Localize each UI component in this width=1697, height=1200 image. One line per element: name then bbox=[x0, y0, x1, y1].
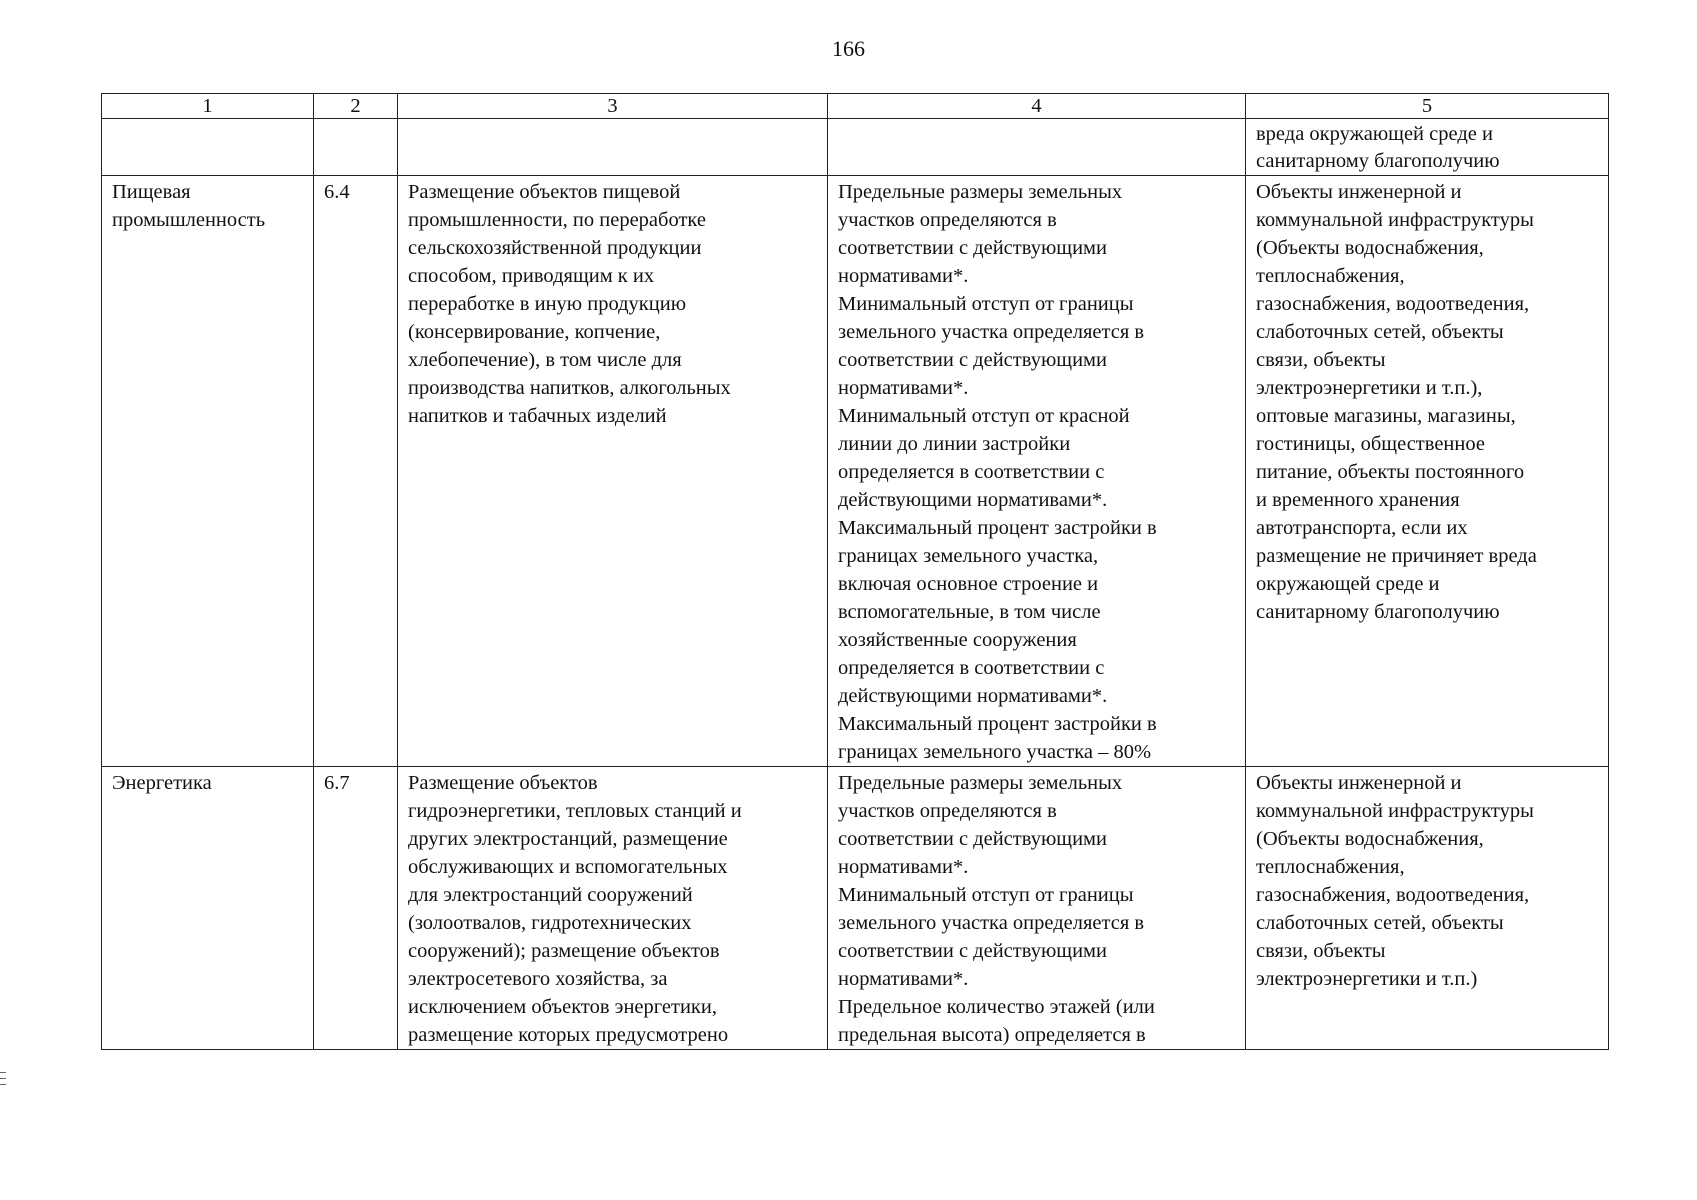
continuation-cell-2 bbox=[314, 119, 398, 176]
continuation-cell-4 bbox=[828, 119, 1246, 176]
page-number: 166 bbox=[832, 36, 865, 61]
column-header-1: 1 bbox=[102, 94, 314, 119]
use-type-description: Размещение объектов пищевой промышленности, по переработке сельскохозяйственной продукции способом, приводящим к их переработке в иную продукцию (консервирование, копчение, хлебопечение), в том числе для производства напитков, алкогольных напитков и табачных изделий bbox=[398, 176, 828, 767]
table-row bbox=[102, 767, 1609, 1050]
use-type-name: Энергетика bbox=[102, 767, 314, 1050]
auxiliary-uses: Объекты инженерной и коммунальной инфраструктуры (Объекты водоснабжения, теплоснабжения, газоснабжения, водоотведения, слаботочных сетей, объекты связи, объекты электроэнергетики и т.п.), оптовые магазины, магазины, гостиницы, общественное питание, объекты постоянного и временного хранения автотранспорта, если их размещение не причиняет вреда окружающей среде и санитарному благополучию bbox=[1246, 176, 1609, 767]
limit-parameters: Предельные размеры земельных участков определяются в соответствии с действующими нормативами*. Минимальный отступ от границы земельного участка определяется в соответствии с действующими нормативами*. Предельное количество этажей (или предельная высота) определяется в bbox=[828, 767, 1246, 1050]
column-header-3: 3 bbox=[398, 94, 828, 119]
use-type-name: Пищевая промышленность bbox=[102, 176, 314, 767]
continuation-cell-5: вреда окружающей среде и санитарному благополучию bbox=[1246, 119, 1609, 176]
column-header-5: 5 bbox=[1246, 94, 1609, 119]
table-row bbox=[102, 176, 1609, 767]
auxiliary-uses: Объекты инженерной и коммунальной инфраструктуры (Объекты водоснабжения, теплоснабжения, газоснабжения, водоотведения, слаботочных сетей, объекты связи, объекты электроэнергетики и т.п.) bbox=[1246, 767, 1609, 1050]
binding-margin-marks bbox=[0, 1072, 6, 1094]
use-type-description: Размещение объектов гидроэнергетики, тепловых станций и других электростанций, размещение обслуживающих и вспомогательных для электростанций сооружений (золоотвалов, гидротехнических сооружений); размещение объектов электросетевого хозяйства, за исключением объектов энергетики, размещение которых предусмотрено bbox=[398, 767, 828, 1050]
column-number-header bbox=[102, 94, 1609, 119]
continuation-cell-3 bbox=[398, 119, 828, 176]
use-type-code: 6.7 bbox=[314, 767, 398, 1050]
column-header-4: 4 bbox=[828, 94, 1246, 119]
column-header-2: 2 bbox=[314, 94, 398, 119]
land-use-table bbox=[101, 93, 1609, 1050]
limit-parameters: Предельные размеры земельных участков определяются в соответствии с действующими нормативами*. Минимальный отступ от границы земельного участка определяется в соответствии с действующими нормативами*. Минимальный отступ от красной линии до линии застройки определяется в соответствии с действующими нормативами*. Максимальный процент застройки в границах земельного участка, включая основное строение и вспомогательные, в том числе хозяйственные сооружения определяется в соответствии с действующими нормативами*. Максимальный процент застройки в границах земельного участка – 80% bbox=[828, 176, 1246, 767]
continuation-row bbox=[102, 119, 1609, 176]
continuation-cell-1 bbox=[102, 119, 314, 176]
use-type-code: 6.4 bbox=[314, 176, 398, 767]
